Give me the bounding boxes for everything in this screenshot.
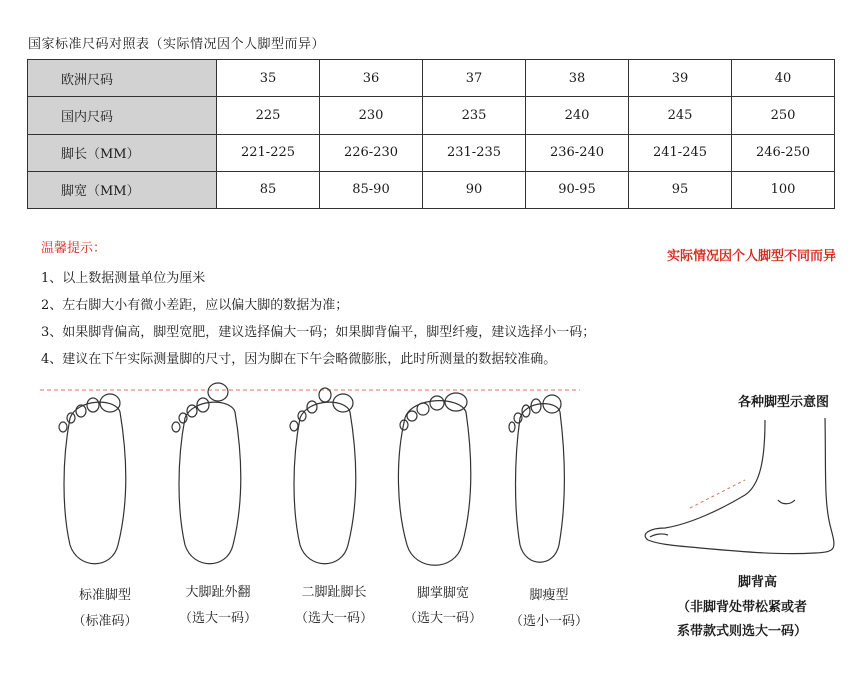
table-cell: 246-250: [732, 134, 835, 171]
table-cell: 250: [732, 97, 835, 134]
row-header: 欧洲尺码: [28, 60, 217, 97]
tips-title: 温馨提示：: [41, 241, 107, 256]
table-cell: 241-245: [629, 134, 732, 171]
foot-label: 二脚趾脚长: [301, 585, 367, 600]
table-cell: 37: [423, 60, 526, 97]
table-cell: 36: [320, 60, 423, 97]
side-view-title: 各种脚型示意图: [738, 395, 830, 410]
side-view-advice: （非脚背处带松紧或者: [677, 600, 808, 615]
side-view-label: 脚背高: [738, 575, 778, 590]
table-row: [28, 60, 835, 97]
table-cell: 85-90: [320, 171, 423, 208]
chart-title: 国家标准尺码对照表（实际情况因个人脚型而异）: [28, 37, 326, 52]
slim-foot-icon: [509, 395, 564, 562]
table-cell: 245: [629, 97, 732, 134]
table-row: [28, 97, 835, 134]
standard-foot-icon: [59, 394, 126, 564]
foot-advice: （选大一码）: [294, 611, 373, 626]
guide-line: [690, 480, 745, 508]
table-row: [28, 171, 835, 208]
foot-advice: （选小一码）: [509, 614, 588, 629]
table-cell: 236-240: [526, 134, 629, 171]
bunion-foot-icon: [172, 383, 241, 564]
long-second-toe-foot-icon: [290, 388, 356, 564]
foot-label: 脚瘦型: [529, 588, 569, 603]
tips-note: 实际情况因个人脚型不同而异: [666, 249, 836, 264]
row-header: 脚长（MM）: [28, 134, 217, 171]
table-cell: 38: [526, 60, 629, 97]
table-cell: 225: [217, 97, 320, 134]
table-cell: 100: [732, 171, 835, 208]
side-view-advice: 系带款式则选大一码）: [677, 624, 808, 639]
high-instep-foot-icon: [645, 418, 834, 554]
table-cell: 39: [629, 60, 732, 97]
table-cell: 85: [217, 171, 320, 208]
table-cell: 40: [732, 60, 835, 97]
table-cell: 95: [629, 171, 732, 208]
foot-illustrations: [0, 370, 858, 694]
foot-label: 大脚趾外翻: [185, 585, 251, 600]
tip-item: 2、左右脚大小有微小差距，应以偏大脚的数据为准；: [41, 298, 349, 313]
table-cell: 240: [526, 97, 629, 134]
table-row: [28, 134, 835, 171]
foot-label: 脚掌脚宽: [416, 586, 469, 601]
size-table: [27, 59, 835, 209]
table-cell: 35: [217, 60, 320, 97]
table-cell: 221-225: [217, 134, 320, 171]
row-header: 脚宽（MM）: [28, 171, 217, 208]
table-cell: 230: [320, 97, 423, 134]
table-cell: 90: [423, 171, 526, 208]
tip-item: 4、建议在下午实际测量脚的尺寸，因为脚在下午会略微膨胀，此时所测量的数据较准确。: [41, 352, 557, 367]
foot-advice: （选大一码）: [403, 611, 482, 626]
row-header: 国内尺码: [28, 97, 217, 134]
tip-item: 1、以上数据测量单位为厘米: [41, 271, 206, 286]
table-cell: 231-235: [423, 134, 526, 171]
table-cell: 235: [423, 97, 526, 134]
tip-item: 3、如果脚背偏高，脚型宽肥，建议选择偏大一码；如果脚背偏平，脚型纤瘦，建议选择小一码；: [41, 325, 596, 340]
foot-advice: （选大一码）: [178, 611, 257, 626]
wide-foot-icon: [398, 393, 470, 565]
foot-advice: （标准码）: [72, 614, 138, 629]
table-cell: 90-95: [526, 171, 629, 208]
foot-label: 标准脚型: [78, 588, 131, 603]
table-cell: 226-230: [320, 134, 423, 171]
